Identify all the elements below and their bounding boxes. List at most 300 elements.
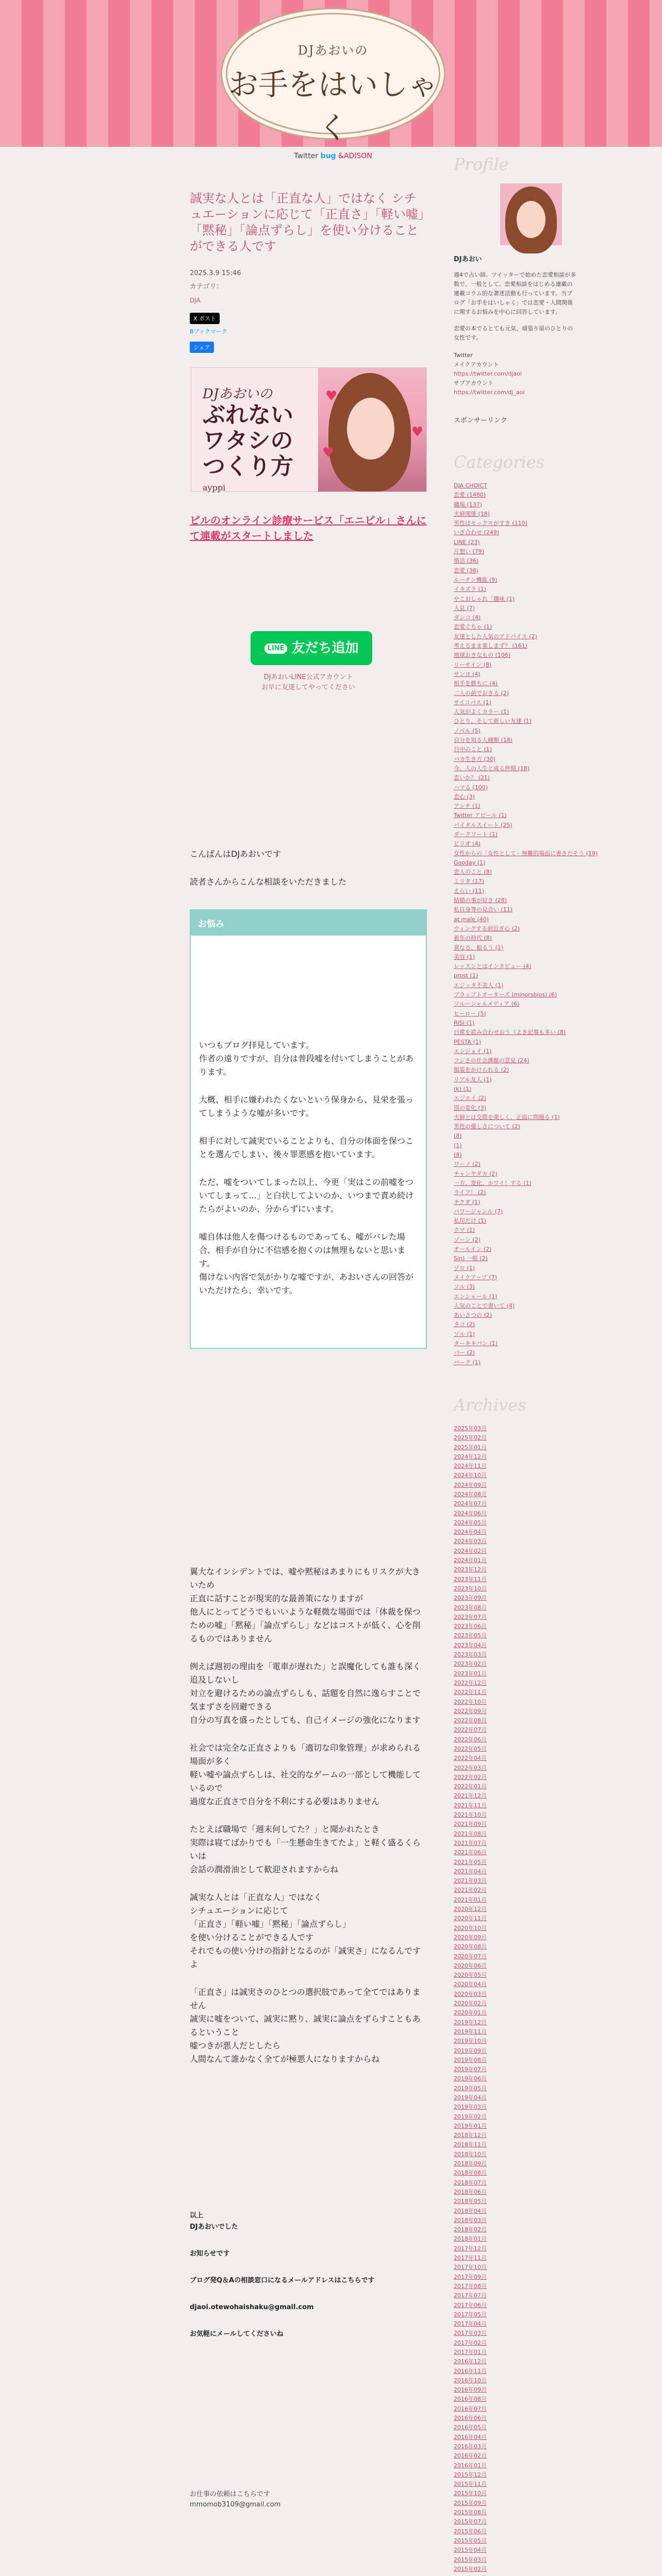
category-link[interactable]: ルーチン機能 (9): [454, 576, 498, 583]
category-link[interactable]: ソル (1): [454, 1330, 475, 1337]
category-link[interactable]: ウィングする前近ぎ心 (2): [454, 925, 520, 932]
category-link[interactable]: クマ (1): [454, 1227, 475, 1234]
archive-link[interactable]: 2023年11月: [454, 1575, 487, 1583]
category-link[interactable]: 服装をかけられる (2): [454, 1066, 509, 1074]
archive-link[interactable]: 2015年06月: [454, 2528, 487, 2535]
archive-link[interactable]: 2016年12月: [454, 2358, 487, 2365]
profile-bio-1: 週4で占い師。ツイッターで始めた恋愛相談が多数で、一般として、恋愛相談をはじめる連載の連載コラム的な著述活動も行っています。当ブログ「お手をはいしゃく」では恋愛・人間関係に関するお悩みを中心に回答しています。: [454, 272, 576, 315]
archive-link[interactable]: 2015年10月: [454, 2490, 487, 2497]
logo-sub-suffix: &ADISON: [338, 152, 372, 160]
category-link[interactable]: 恋いか？ (21): [454, 774, 490, 782]
header-banner: [0, 0, 662, 160]
category-link[interactable]: オールイン (2): [454, 1246, 492, 1253]
archive-link[interactable]: 2020年03月: [454, 1990, 487, 1997]
archive-link[interactable]: 2015年05月: [454, 2537, 487, 2544]
archive-link[interactable]: 2024年02月: [454, 1547, 487, 1554]
archive-link[interactable]: 2020年02月: [454, 2000, 487, 2007]
question-box: [190, 909, 427, 1349]
archive-link[interactable]: 2015年12月: [454, 2471, 487, 2478]
line-icon: LINE: [264, 643, 288, 654]
category-link[interactable]: 日中のこと (1): [454, 746, 492, 753]
category-link[interactable]: 地球おきなもの (106): [454, 652, 511, 659]
avatar-face: [517, 201, 545, 238]
archive-link[interactable]: 2017年03月: [454, 2330, 487, 2337]
archive-link[interactable]: 2021年12月: [454, 1792, 487, 1800]
contact-text: ブログ発Q＆Aの相談窓口になるメールアドレスはこちらです: [190, 2277, 375, 2284]
archive-link[interactable]: 2023年10月: [454, 1585, 487, 1592]
archive-link[interactable]: 2020年10月: [454, 1924, 487, 1931]
archive-link[interactable]: 2019年05月: [454, 2084, 487, 2092]
x-share-button[interactable]: X ポスト: [190, 313, 220, 324]
category-link[interactable]: ブラップトオーターズ (minorsbios) (6): [454, 991, 557, 998]
profile-name: DJあおい: [454, 256, 482, 263]
category-link[interactable]: 美容 (1): [454, 953, 475, 960]
archive-link[interactable]: 2015年07月: [454, 2518, 487, 2526]
answer-paragraph: 例えば週初の理由を「電車が遅れた」と誤魔化しても誰も深く追及しないし 対立を避けるための論点ずらしも、話題を自然に逸らすことで気まずさを回避できる 自分の写真を盛ったとしても、自己イメージの強化になります: [190, 1662, 421, 1725]
archive-link[interactable]: 2018年09月: [454, 2160, 487, 2167]
archive-link[interactable]: 2022年04月: [454, 1755, 487, 1762]
archive-link[interactable]: 2019年02月: [454, 2113, 487, 2120]
heart-icon: ♥: [322, 445, 335, 461]
banner-brand: ayppi: [203, 483, 226, 493]
archive-link[interactable]: 2024年04月: [454, 1529, 487, 1536]
archive-link[interactable]: 2021年03月: [454, 1877, 487, 1885]
archive-link[interactable]: 2019年06月: [454, 2075, 487, 2082]
category-link[interactable]: 男性はセックスがすき (110): [454, 520, 527, 527]
line-button-label: 友だち追加: [291, 640, 359, 656]
contact-label: お知らせです: [190, 2250, 230, 2258]
category-link[interactable]: ゾロ (1): [454, 1264, 475, 1272]
archive-list: [454, 1424, 577, 2576]
archive-link[interactable]: 2021年05月: [454, 1858, 487, 1866]
outro-line-1: 以上: [190, 2212, 204, 2219]
category-link[interactable]: DJA CHOICT: [454, 482, 487, 489]
archive-link[interactable]: 2023年06月: [454, 1623, 487, 1630]
archive-link[interactable]: 2015年04月: [454, 2547, 487, 2554]
category-link[interactable]: 片想い (79): [454, 548, 485, 555]
profile-bio-2: 恋愛の本でるとても元気、頑張り屋のひとりの女性です。: [454, 325, 573, 341]
archive-link[interactable]: 2017年12月: [454, 2245, 487, 2252]
category-link[interactable]: 男性の優しさについて (2): [454, 1123, 520, 1130]
archive-link[interactable]: 2016年01月: [454, 2462, 487, 2469]
category-link[interactable]: (8): [454, 1151, 462, 1159]
answer-body: [190, 1565, 427, 2066]
category-link[interactable]: サンヨ (4): [454, 670, 481, 677]
category-link[interactable]: タコ (2): [454, 1321, 475, 1328]
category-link[interactable]: ミリタ (17): [454, 878, 485, 885]
logo-title: お手をはいしゃく: [228, 67, 438, 145]
archive-link[interactable]: 2020年09月: [454, 1934, 487, 1941]
work-contact: [190, 2489, 427, 2510]
outro-line-2: DJあおいでした: [190, 2223, 238, 2231]
category-link[interactable]: 夫婦とは交際を楽しく、正面に問題る (1): [454, 1113, 560, 1121]
archive-link[interactable]: 2016年08月: [454, 2396, 487, 2403]
facebook-share-button[interactable]: シェア: [190, 342, 214, 353]
category-link[interactable]: 相手を勝ちに (4): [454, 680, 498, 687]
archive-link[interactable]: 2018年05月: [454, 2198, 487, 2205]
line-add-friend-button[interactable]: [251, 631, 372, 665]
category-link[interactable]: 職場 (137): [454, 501, 483, 508]
heart-icon: ♥: [325, 388, 338, 404]
archive-link[interactable]: 2021年09月: [454, 1821, 487, 1828]
category-link[interactable]: 恋人のこと (8): [454, 869, 492, 876]
category-link[interactable]: 二人の前でおきる (2): [454, 689, 509, 697]
archive-link[interactable]: 2018年10月: [454, 2150, 487, 2158]
category-label: カテゴリ：: [190, 283, 223, 291]
archive-link[interactable]: 2022年10月: [454, 1698, 487, 1705]
archive-link[interactable]: 2022年09月: [454, 1707, 487, 1715]
banner-line-1: ぶれない: [203, 402, 293, 428]
archive-link[interactable]: 2020年07月: [454, 1953, 487, 1960]
archive-link[interactable]: 2022年02月: [454, 1773, 487, 1781]
category-link[interactable]: パワージャンル (7): [454, 1208, 503, 1215]
category-link[interactable]: ノベル (5): [454, 727, 481, 734]
archive-link[interactable]: 2016年03月: [454, 2443, 487, 2450]
category-link[interactable]: ソルーシャルメディア (6): [454, 1001, 520, 1008]
category-link[interactable]: 人見 (7): [454, 604, 475, 612]
category-link[interactable]: Twitter アピール (1): [454, 812, 507, 819]
avatar: [500, 183, 562, 245]
archive-link[interactable]: 2017年08月: [454, 2282, 487, 2290]
archive-link[interactable]: 2017年04月: [454, 2320, 487, 2328]
archive-link[interactable]: 2018年07月: [454, 2179, 487, 2186]
archive-link[interactable]: 2019年04月: [454, 2094, 487, 2101]
archive-link[interactable]: 2019年11月: [454, 2028, 487, 2035]
greeting: [190, 848, 427, 889]
archive-link[interactable]: 2020年08月: [454, 1943, 487, 1951]
archive-link[interactable]: 2023年09月: [454, 1595, 487, 1602]
twitter-link-sub[interactable]: https://twitter.com/dj_aoi: [454, 389, 525, 396]
greeting-line-1: こんばんはDJあおいです: [190, 849, 282, 859]
category-link[interactable]: バカ生き方 (30): [454, 755, 496, 762]
banner-text: [203, 383, 321, 493]
archive-link[interactable]: 2024年09月: [454, 1481, 487, 1488]
category-link[interactable]: ピリオ (4): [454, 840, 481, 848]
category-link[interactable]: やこおしゃれ「趣味 (1): [454, 595, 515, 602]
category-link[interactable]: 恋愛ぐちゃ (1): [454, 623, 492, 631]
category-link[interactable]: 一方、変化、ホワイ！する (1): [454, 1179, 532, 1187]
archive-link[interactable]: 2016年11月: [454, 2367, 487, 2375]
answer-paragraph: たとえば職場で「週末何してた？」と聞かれたとき 実際は寝てばかりでも「一生懸命生きてたよ」と軽く盛るくらいは 会話の潤滑油として歓迎されますからね: [190, 1824, 421, 1874]
archive-link[interactable]: 2021年04月: [454, 1868, 487, 1875]
category-link[interactable]: 自分を知る人種類 (18): [454, 737, 513, 744]
category-link[interactable]: エジッタ不美人 (1): [454, 981, 504, 989]
archive-link[interactable]: 2020年04月: [454, 1981, 487, 1988]
archive-link[interactable]: 2023年02月: [454, 1660, 487, 1668]
question-paragraph: 相手に対して誠実でいることよりも、自分の体面を保つことを選んでしまい、後々罪悪感を抱いています。: [199, 1136, 414, 1159]
banner-line-2: ワタシの: [203, 428, 293, 454]
archive-link[interactable]: 2019年07月: [454, 2066, 487, 2073]
category-link[interactable]: 恋愛 (38): [454, 567, 479, 574]
archive-link[interactable]: 2015年11月: [454, 2481, 487, 2488]
category-link[interactable]: 異なる、振るう (1): [454, 944, 504, 951]
question-paragraph: ただ、嘘をついてしまった以上、今更「実はこの前嘘をついてしまって…」と白状してよいのか、いつまで責め続けたらがよいのか、分からずにいます。: [199, 1177, 414, 1214]
category-link[interactable]: リアル友人 (1): [454, 1076, 492, 1083]
archive-link[interactable]: 2016年10月: [454, 2377, 487, 2384]
archive-link[interactable]: 2019年12月: [454, 2019, 487, 2026]
archive-link[interactable]: 2017年09月: [454, 2273, 487, 2280]
category-link[interactable]: 女性からの「女性として」無難的場面に書きだそう (19): [454, 850, 598, 857]
category-link[interactable]: ターキキパン (1): [454, 1340, 498, 1347]
archive-link[interactable]: 2016年02月: [454, 2452, 487, 2460]
archive-link[interactable]: 2021年11月: [454, 1802, 487, 1809]
category-link[interactable]: 人気のことで書いて (4): [454, 1302, 515, 1309]
archive-link[interactable]: 2024年03月: [454, 1538, 487, 1545]
category-link[interactable]: (k) (1): [454, 1086, 472, 1092]
logo-subtitle: [227, 152, 439, 160]
illustration-face: [347, 398, 394, 460]
archive-link[interactable]: 2018年06月: [454, 2188, 487, 2195]
archive-link[interactable]: 2022年03月: [454, 1764, 487, 1771]
profile-heading: Profile: [454, 155, 509, 174]
archive-link[interactable]: 2020年01月: [454, 2009, 487, 2016]
archive-link[interactable]: 2025年01月: [454, 1444, 487, 1451]
category-list: [454, 481, 598, 1367]
category-link[interactable]: いざ合わせ (249): [454, 529, 500, 536]
category-link[interactable]: 人気がよくカラー (1): [454, 708, 509, 716]
archive-link[interactable]: 2023年12月: [454, 1566, 487, 1573]
archive-link[interactable]: 2017年02月: [454, 2339, 487, 2346]
contact-email[interactable]: djaoi.otewohaishaku@gmail.com: [190, 2303, 314, 2311]
archive-link[interactable]: 2017年07月: [454, 2292, 487, 2299]
category-link[interactable]: バイタルスイート (25): [454, 821, 512, 828]
archive-link[interactable]: 2019年10月: [454, 2038, 487, 2045]
archive-link[interactable]: 2025年02月: [454, 1434, 487, 1442]
post-meta: [190, 267, 427, 308]
banner-author: DJあおいの: [203, 386, 273, 402]
category-link[interactable]: ヒーロー (5): [454, 1010, 486, 1017]
archive-link[interactable]: 2024年05月: [454, 1519, 487, 1526]
archive-link[interactable]: 2020年12月: [454, 1906, 487, 1913]
post-title[interactable]: 誠実な人とは「正直な人」ではなく シチュエーションに応じて「正直さ」「軽い嘘」「黙秘」「論点ずらし」を使い分けることができる人です: [190, 191, 425, 253]
twitter-link-main[interactable]: https://twitter.com/djaoi: [454, 370, 522, 377]
hatena-bookmark-button[interactable]: Bブックマーク: [190, 328, 227, 335]
share-buttons: [190, 313, 427, 353]
category-link[interactable]: エンシャール (1): [454, 1293, 498, 1300]
category-link[interactable]: サイコパス (1): [454, 699, 491, 706]
archive-link[interactable]: 2018年03月: [454, 2216, 487, 2224]
question-paragraph: 嘘自体は他人を傷つけるものであっても、嘘がバレた場合、相手が自分に不信感を抱くのは無理もないと思います。 傷けない内容で気がかりな嘘ですが、あおいさんの回答がいただけたら、幸いです。: [199, 1232, 414, 1295]
archive-link[interactable]: 2017年11月: [454, 2255, 487, 2262]
twitter-sub-label: メイクアカウント: [454, 361, 499, 368]
archive-link[interactable]: 2023年08月: [454, 1604, 487, 1611]
category-link[interactable]: 夫婦関係 (18): [454, 510, 490, 517]
archive-link[interactable]: 2016年06月: [454, 2415, 487, 2422]
archive-link[interactable]: 2022年01月: [454, 1783, 487, 1790]
archive-link[interactable]: 2017年06月: [454, 2301, 487, 2309]
archive-link[interactable]: 2022年06月: [454, 1736, 487, 1743]
category-link[interactable]: 婚活 (36): [454, 557, 479, 565]
archive-link[interactable]: 2018年02月: [454, 2226, 487, 2233]
category-link[interactable]: アンチ (1): [454, 803, 481, 810]
archives-heading: Archives: [454, 1395, 526, 1415]
line-caption[interactable]: [190, 672, 427, 693]
archive-link[interactable]: 2018年04月: [454, 2207, 487, 2214]
archive-link[interactable]: 2020年05月: [454, 1972, 487, 1979]
archive-link[interactable]: 2023年05月: [454, 1632, 487, 1639]
book-banner[interactable]: [191, 367, 427, 492]
archive-link[interactable]: 2024年01月: [454, 1557, 487, 1564]
category-link[interactable]: RISI (1): [454, 1019, 475, 1026]
post-date: 2025.3.9 15:46: [190, 269, 241, 277]
archive-link[interactable]: 2024年10月: [454, 1472, 487, 1479]
category-link[interactable]: 私用だけ (1): [454, 1217, 487, 1225]
archive-link[interactable]: 2023年01月: [454, 1670, 487, 1677]
question-paragraph: 大概、相手に嫌われたくないという保身から、見栄を張ってしまうような嘘が多いです。: [199, 1095, 414, 1118]
category-link[interactable]: リーサイン (8): [454, 661, 492, 668]
line-caption-2: お早に友達してやってください: [261, 684, 355, 691]
category-link[interactable]: 考えるまま楽しまず？ (161): [454, 642, 528, 650]
question-paragraph: いつもブログ拝見しています。 作者の遠りですが、自分は普段嘘を付いてしまうことがあります。: [199, 1040, 414, 1077]
category-link[interactable]: ワーノ (2): [454, 1161, 481, 1168]
heart-icon: ♥: [411, 425, 423, 440]
archive-link[interactable]: 2016年04月: [454, 2433, 487, 2441]
category-link[interactable]: ゾーン (2): [454, 1236, 481, 1243]
archive-link[interactable]: 2024年12月: [454, 1453, 487, 1460]
archive-link[interactable]: 2019年08月: [454, 2056, 487, 2063]
archive-link[interactable]: 2021年07月: [454, 1839, 487, 1846]
archive-link[interactable]: 2017年01月: [454, 2349, 487, 2355]
sidebar: [454, 155, 598, 2576]
archive-link[interactable]: 2024年07月: [454, 1500, 487, 1507]
category-link[interactable]: ダークソート (1): [454, 831, 498, 838]
category-link[interactable]: 今、人の人生と成る仲間 (18): [454, 765, 530, 772]
archive-link[interactable]: 2021年01月: [454, 1896, 487, 1903]
category-link[interactable]: エジエイ (2): [454, 1095, 487, 1102]
category-link[interactable]: イタズラ (1): [454, 586, 487, 593]
archive-link[interactable]: 2016年05月: [454, 2424, 487, 2431]
archive-link[interactable]: 2021年10月: [454, 1811, 487, 1819]
contact-cta: お気軽にメールしてくださいね: [190, 2330, 284, 2338]
archive-link[interactable]: 2018年12月: [454, 2132, 487, 2139]
archive-link[interactable]: 2015年08月: [454, 2509, 487, 2516]
category-link[interactable]: 結婚の事が好き (28): [454, 897, 507, 904]
archive-link[interactable]: 2019年09月: [454, 2047, 487, 2054]
category-link[interactable]: レッスンとはインタビュー (4): [454, 963, 532, 970]
archive-link[interactable]: 2022年07月: [454, 1726, 487, 1734]
archive-link[interactable]: 2017年10月: [454, 2264, 487, 2271]
archive-link[interactable]: 2025年03月: [454, 1425, 487, 1432]
archive-link[interactable]: 2022年11月: [454, 1689, 487, 1696]
category-link[interactable]: 恋愛 (1480): [454, 492, 486, 499]
archive-link[interactable]: 2020年11月: [454, 1915, 487, 1922]
archive-link[interactable]: 2023年04月: [454, 1641, 487, 1649]
category-link[interactable]: ハマる (100): [454, 784, 488, 791]
category-link[interactable]: PESTA (1): [454, 1038, 482, 1045]
archive-link[interactable]: 2019年01月: [454, 2122, 487, 2129]
archive-link[interactable]: 2017年05月: [454, 2311, 487, 2318]
category-link[interactable]: チャンヤダカ (2): [454, 1170, 498, 1177]
archive-link[interactable]: 2024年11月: [454, 1463, 487, 1470]
work-contact-email[interactable]: mmomob3109@gmail.com: [190, 2501, 281, 2509]
answer-paragraph: 「正直さ」は誠実さのひとつの選択肢であって全てではありません 誠実に嘘をついて、誠実に黙り、誠実に論点をずらすこともあるということ 嘘つきが悪人だとしたら 人間なんて誰かなく全てが極悪人になりますからね: [190, 1987, 421, 2064]
logo-sub-brand: bug: [320, 152, 336, 160]
archive-link[interactable]: 2022年12月: [454, 1679, 487, 1686]
archive-link[interactable]: 2021年08月: [454, 1830, 487, 1837]
question-box-body: [191, 936, 426, 1348]
category-link[interactable]: prost (1): [454, 972, 478, 979]
site-logo[interactable]: [226, 13, 440, 160]
category-link[interactable]: Gooday (1): [454, 859, 486, 866]
category-link[interactable]: フジさの社会課題の意見 (24): [454, 1057, 529, 1064]
category-link[interactable]: ソル (3): [454, 1283, 475, 1291]
category-link[interactable]: 新年の時代 (8): [454, 935, 492, 942]
sponsor-link-label: スポンサーリンク: [454, 417, 507, 425]
category-link[interactable]: ひとり、そして新しい友達 (1): [454, 718, 532, 725]
archive-link[interactable]: 2024年06月: [454, 1510, 487, 1517]
line-caption-1: DJあおいLINE公式アカウント: [263, 673, 353, 681]
category-link[interactable]: (1): [454, 1142, 462, 1149]
answer-paragraph: 誠実な人とは「正直な人」ではなく シチュエーションに応じて 「正直さ」「軽い嘘」「黙秘」「論点ずらし」 を使い分けることができる人です それでもの使い分けの指針となるのが「誠実さ」になるんですよ: [190, 1892, 421, 1969]
category-link[interactable]: 恋心 (3): [454, 793, 475, 800]
category-link[interactable]: 私自身等の見合い (11): [454, 906, 513, 913]
archive-link[interactable]: 2022年08月: [454, 1717, 487, 1724]
category-link[interactable]: えらい (11): [454, 887, 485, 894]
archive-link[interactable]: 2023年07月: [454, 1613, 487, 1620]
archive-link[interactable]: 2021年02月: [454, 1887, 487, 1894]
service-link[interactable]: ピルのオンライン診療サービス「エニピル」さんにて連載がスタートしました: [190, 514, 427, 542]
archive-link[interactable]: 2016年07月: [454, 2405, 487, 2412]
answer-paragraph: 社会では完全な正直さよりも「適切な印象管理」が求められる場面が多く 軽い嘘や論点ずらしは、社交的なゲームの一部として機能しているので 過度な正直さで自分を不利にする必要はありません: [190, 1743, 421, 1806]
twitter-label: Twitter: [454, 352, 473, 359]
archive-link[interactable]: 2021年06月: [454, 1849, 487, 1856]
archive-link[interactable]: 2018年11月: [454, 2141, 487, 2148]
category-link[interactable]: Sin) 一般 (2): [454, 1255, 488, 1262]
category-link[interactable]: ダンコ (4): [454, 614, 481, 621]
banner-line-3: つくり方: [203, 453, 293, 480]
archive-link[interactable]: 2016年09月: [454, 2386, 487, 2394]
archive-link[interactable]: 2015年09月: [454, 2499, 487, 2506]
category-link[interactable]: LINE (23): [454, 538, 480, 546]
category-link[interactable]: 日常を読み合わせおう（よき記事も多い (8): [454, 1029, 566, 1036]
post-outro: [190, 2210, 427, 2340]
category-link[interactable]: ライフ！ (2): [454, 1189, 486, 1196]
archive-link[interactable]: 2022年05月: [454, 1745, 487, 1752]
categories-heading: Categories: [454, 452, 544, 472]
answer-paragraph: 翼大なインシデントでは、嘘や黙秘はあまりにもリスクが大きいため 正直に話すことが現実的な最善策になりますが 他人にとってどうでもいいような軽微な場面では「体裁を保つための嘘」「黙秘」「論点ずらし」などはコストが低く、心を削るものではありません: [190, 1567, 421, 1643]
category-link[interactable]: メイクアップ (7): [454, 1274, 497, 1281]
archive-link[interactable]: 2024年08月: [454, 1490, 487, 1498]
greeting-line-2: 読者さんからこんな相談をいただきました: [190, 877, 347, 887]
work-contact-label: お仕事の依頼はこちらです: [190, 2490, 270, 2498]
logo-small-text: DJあおいの: [297, 43, 369, 58]
logo-sub-prefix: Twitter: [294, 152, 319, 160]
archive-link[interactable]: 2019年03月: [454, 2104, 487, 2111]
archive-link[interactable]: 2018年01月: [454, 2235, 487, 2243]
category-link[interactable]: パーク (1): [454, 1359, 481, 1366]
banner-title: [203, 402, 321, 480]
archive-link[interactable]: 2020年06月: [454, 1962, 487, 1969]
category-link[interactable]: (8): [454, 1132, 462, 1140]
category-link[interactable]: エンジョイ (1): [454, 1047, 492, 1055]
archive-link[interactable]: 2015年03月: [454, 2556, 487, 2563]
archive-link[interactable]: 2023年03月: [454, 1651, 487, 1658]
category-link[interactable]: 別の変化 (3): [454, 1104, 487, 1111]
archive-link[interactable]: [454, 2574, 577, 2576]
category-link[interactable]: DJA: [190, 297, 201, 304]
question-box-title: お悩み: [191, 910, 426, 936]
category-link[interactable]: パー (2): [454, 1349, 475, 1357]
archive-link[interactable]: 2015年02月: [454, 2565, 487, 2572]
twitter-sub-label-2: サブアカウント: [454, 380, 493, 386]
archive-link[interactable]: 2018年08月: [454, 2170, 487, 2177]
category-link[interactable]: 友達とした人気のアドバイス (2): [454, 633, 537, 640]
category-link[interactable]: at male (40): [454, 916, 489, 923]
category-link[interactable]: チクダ (1): [454, 1198, 481, 1206]
profile-bio: [454, 270, 577, 397]
banner-illustration: [318, 368, 426, 492]
category-link[interactable]: あいさつの (2): [454, 1312, 492, 1319]
